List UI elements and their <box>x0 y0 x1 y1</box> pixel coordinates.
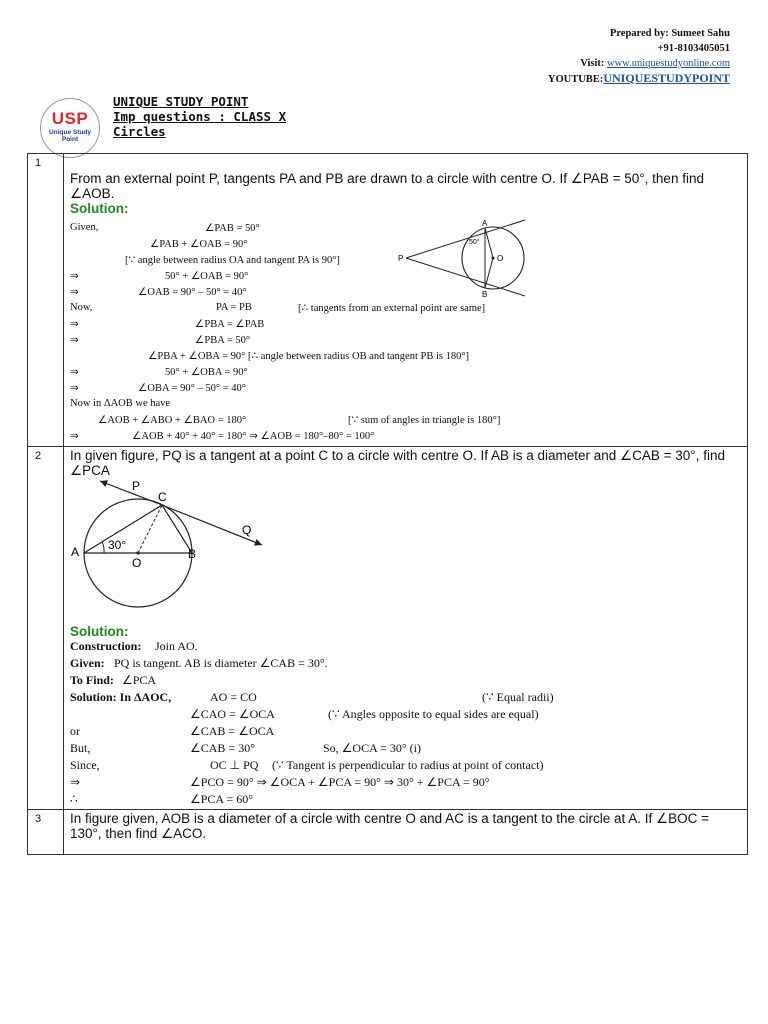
fig2-label-p: P <box>132 479 141 493</box>
step-row <box>70 673 747 690</box>
step-prefix: ∴ <box>70 792 78 806</box>
step-row <box>70 318 747 334</box>
step-text: ∠CAB = ∠OCA <box>190 724 275 738</box>
step-text: ∠AOB + 40° + 40° = 180° ⇒ ∠AOB = 180°–80° = 100° <box>132 431 375 442</box>
solution-steps-2 <box>70 639 747 809</box>
step-text: ∠PCO = 90° ⇒ ∠OCA + ∠PCA = 90° ⇒ 30° + ∠PCA = 90° <box>190 775 490 789</box>
fig2-angle: 30° <box>108 538 127 552</box>
step-row <box>70 414 747 430</box>
step-text: ∠PAB + ∠OAB = 90° <box>150 239 248 250</box>
step-row <box>70 270 747 286</box>
step-prefix: ⇒ <box>70 775 81 789</box>
step-row <box>70 775 747 792</box>
step-text: ∠PBA + ∠OBA = 90° [∴ angle between radius OB and tangent PB is 180°] <box>148 351 470 362</box>
logo-sub2: Point <box>61 136 79 143</box>
fig2-label-c: C <box>158 490 167 504</box>
logo-sub1: Unique Study <box>49 129 91 136</box>
school-title: UNIQUE STUDY POINT <box>113 94 249 109</box>
step-text: ∠PAB = 50° <box>205 223 260 234</box>
fig1-label-p: P <box>398 254 404 263</box>
step-row <box>70 254 747 270</box>
step-reason: (∵ Angles opposite to equal sides are equal) <box>328 707 539 721</box>
step-text: ∠OBA = 90° – 50° = 40° <box>138 383 246 394</box>
step-text: 50° + ∠OBA = 90° <box>165 367 248 378</box>
step-prefix: Solution: In ΔAOC, <box>70 690 172 704</box>
solution-label: Solution: <box>70 201 129 216</box>
fig2-label-o: O <box>132 556 142 570</box>
step-text: PQ is tangent. AB is diameter ∠CAB = 30°. <box>114 656 328 670</box>
step-prefix: Given, <box>70 222 99 233</box>
document-titles <box>113 94 286 139</box>
step-row <box>70 382 747 398</box>
step-prefix: Now in ΔAOB we have <box>70 398 171 409</box>
step-prefix: or <box>70 724 80 738</box>
question-row-3 <box>28 810 748 855</box>
step-text: OC ⊥ PQ <box>210 758 259 772</box>
step-row <box>70 707 747 724</box>
class-subtitle: Imp questions : CLASS X <box>113 109 287 124</box>
question-row-1 <box>28 154 748 447</box>
step-text: ∠CAB = 30° <box>190 741 255 755</box>
step-row <box>70 350 747 366</box>
prepared-by-header <box>548 26 730 87</box>
step-prefix: ⇒ <box>70 287 79 298</box>
question-text: In given figure, PQ is a tangent at a point C to a circle with centre O. If AB is a diameter and ∠CAB = 30°, find ∠PCA <box>70 448 725 478</box>
step-row <box>70 724 747 741</box>
step-prefix: ⇒ <box>70 367 79 378</box>
step-text: ∠PCA <box>122 673 157 687</box>
youtube-label: YOUTUBE: <box>547 74 604 85</box>
step-reason: (∵ Equal radii) <box>482 690 554 704</box>
step-prefix: Given: <box>70 656 105 670</box>
step-text: AO = CO <box>210 690 257 704</box>
step-text: 50° + ∠OAB = 90° <box>165 271 249 282</box>
step-row <box>70 366 747 382</box>
question-row-2 <box>28 447 748 810</box>
question-cell <box>64 447 748 810</box>
step-prefix: ⇒ <box>70 319 79 330</box>
step-row <box>70 302 747 318</box>
step-reason: So, ∠OCA = 30° (i) <box>323 741 421 755</box>
step-reason: [∵ sum of angles in triangle is 180°] <box>348 415 501 426</box>
step-prefix: ⇒ <box>70 271 79 282</box>
fig2-label-a: A <box>71 545 80 559</box>
questions-table <box>27 153 748 855</box>
step-row <box>70 656 747 673</box>
step-prefix: ⇒ <box>70 335 79 346</box>
question-text: In figure given, AOB is a diameter of a circle with centre O and AC is a tangent to the circle at A. If ∠BOC = 130°, then find ∠ACO. <box>70 811 710 841</box>
step-row <box>70 334 747 350</box>
step-text: ∠CAO = ∠OCA <box>190 707 275 721</box>
chapter-title: Circles <box>113 124 166 139</box>
phone-number: +91-8103405051 <box>657 43 730 54</box>
logo-text: USP <box>51 109 89 128</box>
question-cell <box>64 154 748 447</box>
question-number: 2 <box>28 447 64 810</box>
step-text: ∠PCA = 60° <box>190 792 254 806</box>
visit-label: Visit: <box>580 58 605 69</box>
step-row <box>70 430 747 446</box>
question-number: 3 <box>28 810 64 855</box>
step-row <box>70 792 747 809</box>
question-text: From an external point P, tangents PA and PB are drawn to a circle with centre O. If ∠PAB = 50°, then find ∠AOB. <box>70 171 704 201</box>
step-row <box>70 398 747 414</box>
fig2-label-b: B <box>188 547 197 561</box>
step-text: ∠PBA = ∠PAB <box>195 319 265 330</box>
step-row <box>70 222 747 238</box>
fig2-label-q: Q <box>242 523 252 537</box>
step-text: ∠AOB + ∠ABO + ∠BAO = 180° <box>98 415 247 426</box>
step-prefix: Now, <box>70 302 93 313</box>
fig1-label-a: A <box>482 219 488 228</box>
step-text: PA = PB <box>216 302 252 313</box>
step-text: Join AO. <box>155 639 198 653</box>
step-prefix: To Find: <box>70 673 114 687</box>
solution-label: Solution: <box>70 624 129 639</box>
fig1-angle: 50° <box>469 239 480 246</box>
step-reason: [∴ tangents from an external point are same] <box>298 303 486 314</box>
fig1-label-b: B <box>482 290 488 298</box>
step-reason: (∵ Tangent is perpendicular to radius at point of contact) <box>272 758 544 772</box>
tangent-figure-2 <box>70 479 270 614</box>
youtube-link[interactable]: UNIQUESTUDYPOINT <box>603 71 730 85</box>
website-link[interactable]: www.uniquestudyonline.com <box>607 58 730 69</box>
step-row <box>70 758 747 775</box>
step-prefix: Construction: <box>70 639 142 653</box>
step-row <box>70 690 747 707</box>
fig1-label-o: O <box>497 254 504 263</box>
question-number: 1 <box>28 154 64 447</box>
step-row <box>70 238 747 254</box>
step-prefix: Since, <box>70 758 100 772</box>
solution-steps-1 <box>70 222 747 446</box>
step-row <box>70 286 747 302</box>
usp-logo <box>40 98 100 158</box>
step-row <box>70 639 747 656</box>
step-prefix: But, <box>70 741 91 755</box>
step-text: ∠PBA = 50° <box>195 335 251 346</box>
step-text: ∠OAB = 90° – 50° = 40° <box>138 287 247 298</box>
question-cell <box>64 810 748 855</box>
step-prefix: ⇒ <box>70 431 79 442</box>
prepared-by: Prepared by: Sumeet Sahu <box>609 28 730 39</box>
step-text: [∵ angle between radius OA and tangent PA is 90°] <box>125 255 340 266</box>
step-prefix: ⇒ <box>70 383 79 394</box>
step-row <box>70 741 747 758</box>
